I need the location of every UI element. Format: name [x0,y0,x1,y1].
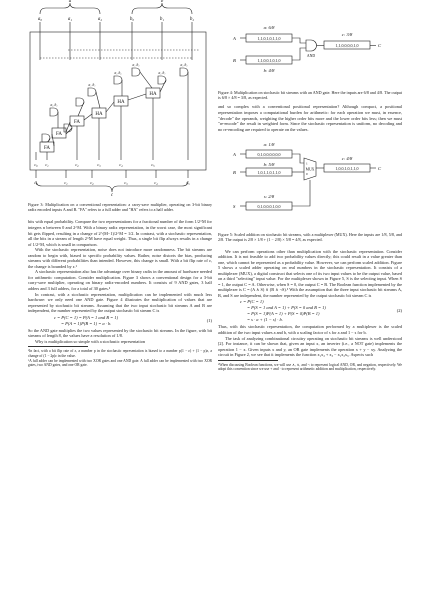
fig5-b-stream: 1,0,1,1,0,1,1,0 [257,169,281,175]
left-paragraph-5: So the AND gate multiplies the two values represented by the stochastic bit streams. In the figure, with bit streams of length 8, the values have a resolution of 1/8. [28,327,212,339]
fig3-label-c5: c₅ [151,162,155,167]
fig5-b-label: b: 5/8 [263,162,275,168]
fig3-label-c3: c₃ [97,162,101,167]
footnote-3: ³When discussing Boolean functions, we will use ∧, ∨, and ¬ to represent logical AND, OR, and negation, respectively. We adopt this convention since we use + and · to represent arithmetic addition and multiplication, respectively. [218,362,402,372]
fig3-label-c0: c₀ [34,162,38,167]
fig5-mux-in-1: 1 [306,161,308,166]
fig3-out-c3: c₃ [124,180,128,185]
fig5-s-stream: 0,1,0,0,0,1,0,0 [257,203,281,209]
fig3-label-c1: c₁ [45,162,49,167]
fig4-output-c: C [378,43,382,48]
fig5-c-stream: 1,0,0,1,0,1,1,0 [335,165,359,171]
footnote-rule [28,346,88,347]
fig3-ha-2: HA [117,100,125,105]
fig3-ha-3: HA [95,112,103,117]
fig3-fa-3: FA [43,146,51,151]
fig3-label-b1: b₁ [159,17,165,22]
fig3-term-a0b2: a₀ b₂ [50,103,58,107]
fig5-mux-in-0: 0 [306,172,308,177]
fig3-out-c4: c₄ [154,180,158,185]
fig4-input-a: A [233,36,236,41]
right-paragraph-2: We can perform operations other than multiplication with the stochastic representation. Consider addition. It is not feasible to add two probability values directly; this could result in a value greater than one, which cannot be represented as a probability value. However, we can perform scaled addition. Figure 5 shows a scaled adder operating on real numbers in the stochastic representation. It consists of a multiplexer (MUX), a digital construct that selects one of its two input values to be the output value, based on a third "selecting" input value. For the multiplexer shown in Figure 5, S is the selecting input. When S = 1, the output C = A. Otherwise, when S = 0, the output C = B. The Boolean function implemented by the multiplexer is C = (A ∧ S) ∨ (B ∧ ¬S).³ With the assumption that the three input stochastic bit streams A, B, and S are independent, the number represented by the output stochastic bit stream C is [218,248,402,298]
fig4-c-stream: 1,1,0,0,0,0,1,0 [335,42,359,48]
fig3-label-b: b [160,0,164,4]
fig5-input-a: A [233,152,236,158]
fig3-term-a2b1: a₂ b₁ [158,71,166,75]
fig3-label-a2: a₂ [97,17,103,22]
figure-5-caption: Figure 5: Scaled addition on stochastic bit streams, with a multiplexer (MUX). Here the inputs are 1/8, 5/8, and 2/8. The output is 2/8 × 1/8 + (1 − 2/8) × 5/8 = 4/8, as expected. [218,232,402,243]
left-column [28,0,212,368]
fig5-s-label: s: 2/8 [263,194,275,200]
equation-2-line-2: = P(S = 1 and A = 1) + P(S = 0 and B = 1) [247,305,326,311]
fig5-input-b: B [233,170,236,176]
right-paragraph-4: The task of analyzing combinational circuitry operating on stochastic bit streams is well understood [2]. For instance, it can be shown that, given an input x, an inverter (i.e., a NOT gate) implements the operation 1 − x. Given inputs x and y, an OR gate implements the operation x + y − xy. Analyzing the circuit in Figure 2, we see that it implements the function x₁x₂ + x₃ − x₁x₂x₃. Aspects such [218,335,402,358]
fig4-b-label: b: 4/8 [263,68,275,73]
fig4-c-label: c: 3/8 [341,32,353,37]
fig3-term-a1b1: a₁ b₁ [88,83,96,87]
equation-1-number: (1) [206,317,212,323]
fig3-label-c2: c₂ [75,162,79,167]
fig4-a-stream: 1,1,0,1,0,1,1,0 [257,35,281,41]
equation-2-number: (2) [396,308,402,314]
footnote-2: ²A full adder can be implemented with two XOR gates and one AND gate. A full adder can be implemented with two XOR gates, two AND gates, and one OR gate. [28,358,212,368]
equation-2-line-1: c = P(C = 1) [240,299,264,305]
left-paragraph-6: Why is multiplication so simple with a stochastic representation [35,338,146,344]
fig5-output-c: C [378,166,382,172]
fig4-a-label: a: 6/8 [263,25,275,30]
footnote-1: ¹In fact, with a bit flip rate of ε, a number p in the stochastic representation is biased to a number p(1 − ε) + (1 − p)ε, a change of (1 − 2p)ε in the value. [28,349,212,359]
fig3-out-c0: c₀ [34,180,38,185]
fig4-gate-label: AND [306,54,316,58]
fig3-label-b2: b₂ [189,17,195,22]
left-paragraph-1: bits with equal probability. Compare the two representations for a fractional number of the form 1/2^M for integers n between 0 and 2^M. With a binary radix representation, in the worst case, the most significant bit gets flipped, resulting in a change of 2^(M−1)/2^M = 1/2. In contrast, with a stochastic representation, all the bits in a stream of length 2^M have equal weight. Thus, a single bit flip always results in a change of 1/2^M, which is small in comparison. [28,219,212,247]
fig5-a-label: a: 1/8 [263,142,275,148]
fig3-label-a1: a₁ [67,17,73,22]
fig3-fa-2: FA [55,132,63,137]
fig5-input-s: S [233,204,236,210]
right-paragraph-1: and so complex with a conventional positional representation? Although compact, a positional representation imposes a computational burden for arithmetic: for each operation we must, in essence, "decode" the operands, weighting the higher order bits more and the lower order bits less; then we must "re-encode" the result in weighted form. Since the stochastic representation is uniform, no decoding and no re-encoding are required to operate on the values. [218,104,402,132]
figure-5-mux [218,138,402,230]
figure-3-caption: Figure 3: Multiplication on a conventional representation: a carry-save multiplier, operating on 3-bit binary radix encoded inputs A and B. "FA" refers to a full adder and "HA" refers to a half adder. [28,202,212,213]
footnote-rule-right [218,360,278,361]
fig3-ha-1: HA [149,92,157,97]
fig3-label-b0: b₀ [129,17,135,22]
equation-1-line-1: c = P(C = 1) = P(A = 1 and B = 1) [54,314,119,320]
figure-4-and-gate [218,14,402,86]
fig3-label-c4: c₄ [119,162,123,167]
left-paragraph-2: With the stochastic representation, noise does not introduce more randomness. The bit streams are random to begin with, biased to specific probability values. Rather, noise distorts the bias, producing streams with different probabilities than intended. However, this change is small. With a bit flip rate of ε, the change is bounded by ε.¹ [28,247,212,269]
right-column [218,0,402,372]
fig3-label-a0: a₀ [37,17,43,22]
fig3-out-c1: c₁ [64,180,68,185]
fig3-term-a1b2: a₁ b₂ [132,63,140,67]
equation-2 [218,299,402,323]
equation-2-line-4: = s · a + (1 − s) · b. [247,317,283,323]
figure-3-carry-save-multiplier [28,0,212,198]
fig3-term-a2b0: a₂ b₀ [114,71,122,75]
equation-1 [28,315,212,327]
fig4-input-b: B [233,58,236,63]
fig3-label-c: c [110,193,114,198]
left-paragraph-3: A stochastic representation also has the advantage over binary radix in the amount of hardware needed for arithmetic computation. Consider multiplication. Figure 3 shows a conventional design for a 3-bit carry-save multiplier, operating on binary radix-encoded numbers. It consists of 9 AND gates, 3 half adders and 3 full adders, for a total of 30 gates.² [28,269,212,291]
equation-2-line-3: = P(S = 1)P(A = 1) + P(S = 0)P(B = 1) [247,311,320,317]
fig4-b-stream: 1,1,0,0,1,0,1,0 [257,57,281,63]
figure-4-caption: Figure 4: Multiplication on stochastic bit streams with an AND gate. Here the inputs are 6/8 and 4/8. The output is 6/8 × 4/8 = 3/8, as expected. [218,90,402,101]
equation-1-line-2: = P(A = 1)P(B = 1) = a · b. [61,320,112,326]
fig3-out-c5: c₅ [186,180,190,185]
fig5-a-stream: 0,1,0,0,0,0,0,0 [257,151,281,157]
fig3-out-c2: c₂ [90,180,94,185]
fig5-mux-label: MUX [305,167,315,172]
fig3-term-a2b2: a₂ b₂ [180,63,188,67]
right-paragraph-3: Thus, with this stochastic representation, the computation performed by a multiplexer is the scaled addition of the two input values a and b, with a scaling factor of s for a and 1 − s for b. [218,324,402,336]
fig3-label-a: a [68,0,72,4]
left-paragraph-4: In contrast, with a stochastic representation, multiplication can be implemented with much less hardware: we only need one AND gate. Figure 4 illustrates the multiplication of values that are represented by stochastic bit streams. Assuming that the two input stochastic bit streams A and B are independent, the number represented by the output stochastic bit stream C is [28,291,212,314]
fig5-c-label: c: 4/8 [341,156,353,162]
fig3-fa-1: FA [73,120,81,125]
